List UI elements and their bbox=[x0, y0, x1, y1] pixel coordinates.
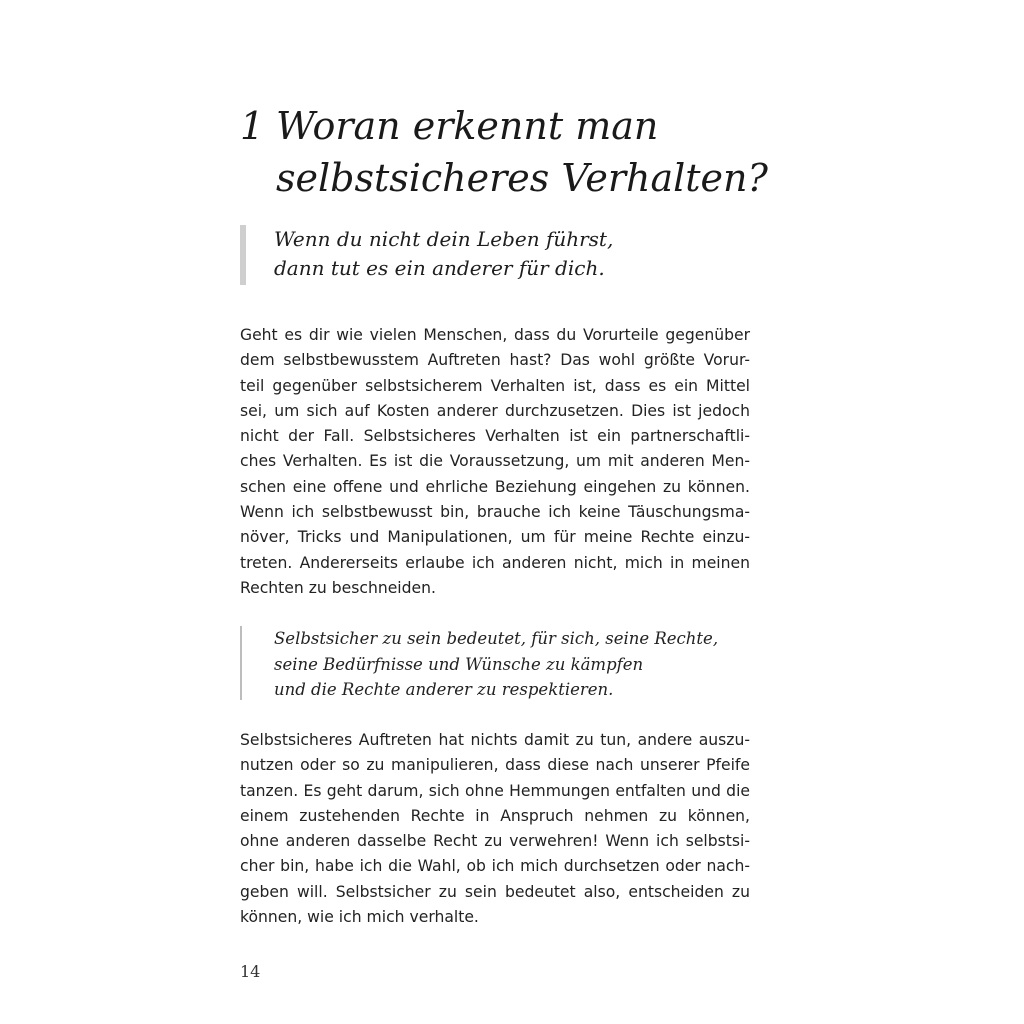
text-line: ohne anderen dasselbe Recht zu verwehren! Wenn ich selbstsi- bbox=[240, 832, 750, 851]
text-line: können, wie ich mich verhalte. bbox=[240, 908, 479, 927]
chapter-title-line-1: Woran erkennt man bbox=[276, 104, 659, 148]
page-number: 14 bbox=[240, 962, 261, 981]
pull-quote bbox=[240, 626, 760, 700]
text-line: növer, Tricks und Manipulationen, um für meine Rechte einzu- bbox=[240, 528, 750, 547]
text-line: dem selbstbewusstem Auftreten hast? Das wohl größte Vorur- bbox=[240, 351, 750, 370]
text-line: sei, um sich auf Kosten anderer durchzusetzen. Dies ist jedoch bbox=[240, 401, 750, 420]
text-line: schen eine offene und ehrliche Beziehung eingehen zu können. bbox=[240, 477, 750, 496]
epigraph-quote bbox=[240, 225, 760, 285]
pull-quote-line: Selbstsicher zu sein bedeutet, für sich, seine Rechte, bbox=[274, 629, 719, 648]
text-line: Selbstsicheres Auftreten hat nichts damit zu tun, andere auszu- bbox=[240, 731, 750, 749]
pull-quote-line: seine Bedürfnisse und Wünsche zu kämpfen bbox=[274, 654, 644, 674]
text-line: Rechten zu beschneiden. bbox=[240, 578, 436, 597]
text-line: cher bin, habe ich die Wahl, ob ich mich durchsetzen oder nach- bbox=[240, 857, 750, 876]
body-paragraph-2 bbox=[240, 728, 750, 930]
epigraph-line: Wenn du nicht dein Leben führst, bbox=[274, 227, 614, 251]
text-line: einem zustehenden Rechte in Anspruch nehmen zu können, bbox=[240, 806, 750, 825]
body-paragraph-1 bbox=[240, 323, 750, 601]
text-line: tanzen. Es geht darum, sich ohne Hemmungen entfalten und die bbox=[240, 781, 750, 800]
chapter-title-line-2: selbstsicheres Verhalten? bbox=[276, 156, 768, 200]
text-line: Wenn ich selbstbewusst bin, brauche ich keine Täuschungsma- bbox=[240, 503, 750, 522]
text-line: ches Verhalten. Es ist die Voraussetzung, um mit anderen Men- bbox=[240, 452, 750, 471]
text-line: treten. Andererseits erlaube ich anderen nicht, mich in meinen bbox=[240, 553, 750, 572]
text-line: teil gegenüber selbstsicherem Verhalten ist, dass es ein Mittel bbox=[240, 376, 750, 395]
text-line: Geht es dir wie vielen Menschen, dass du Vorurteile gegenüber bbox=[240, 326, 750, 344]
epigraph-line: dann tut es ein anderer für dich. bbox=[274, 256, 605, 280]
pull-quote-line: und die Rechte anderer zu respektieren. bbox=[274, 680, 614, 699]
chapter-number: 1 bbox=[240, 104, 265, 148]
text-line: geben will. Selbstsicher zu sein bedeutet also, entscheiden zu bbox=[240, 882, 750, 901]
text-line: nicht der Fall. Selbstsicheres Verhalten ist ein partnerschaftli- bbox=[240, 427, 750, 446]
text-line: nutzen oder so zu manipulieren, dass diese nach unserer Pfeife bbox=[240, 756, 750, 775]
chapter-title bbox=[240, 100, 800, 204]
